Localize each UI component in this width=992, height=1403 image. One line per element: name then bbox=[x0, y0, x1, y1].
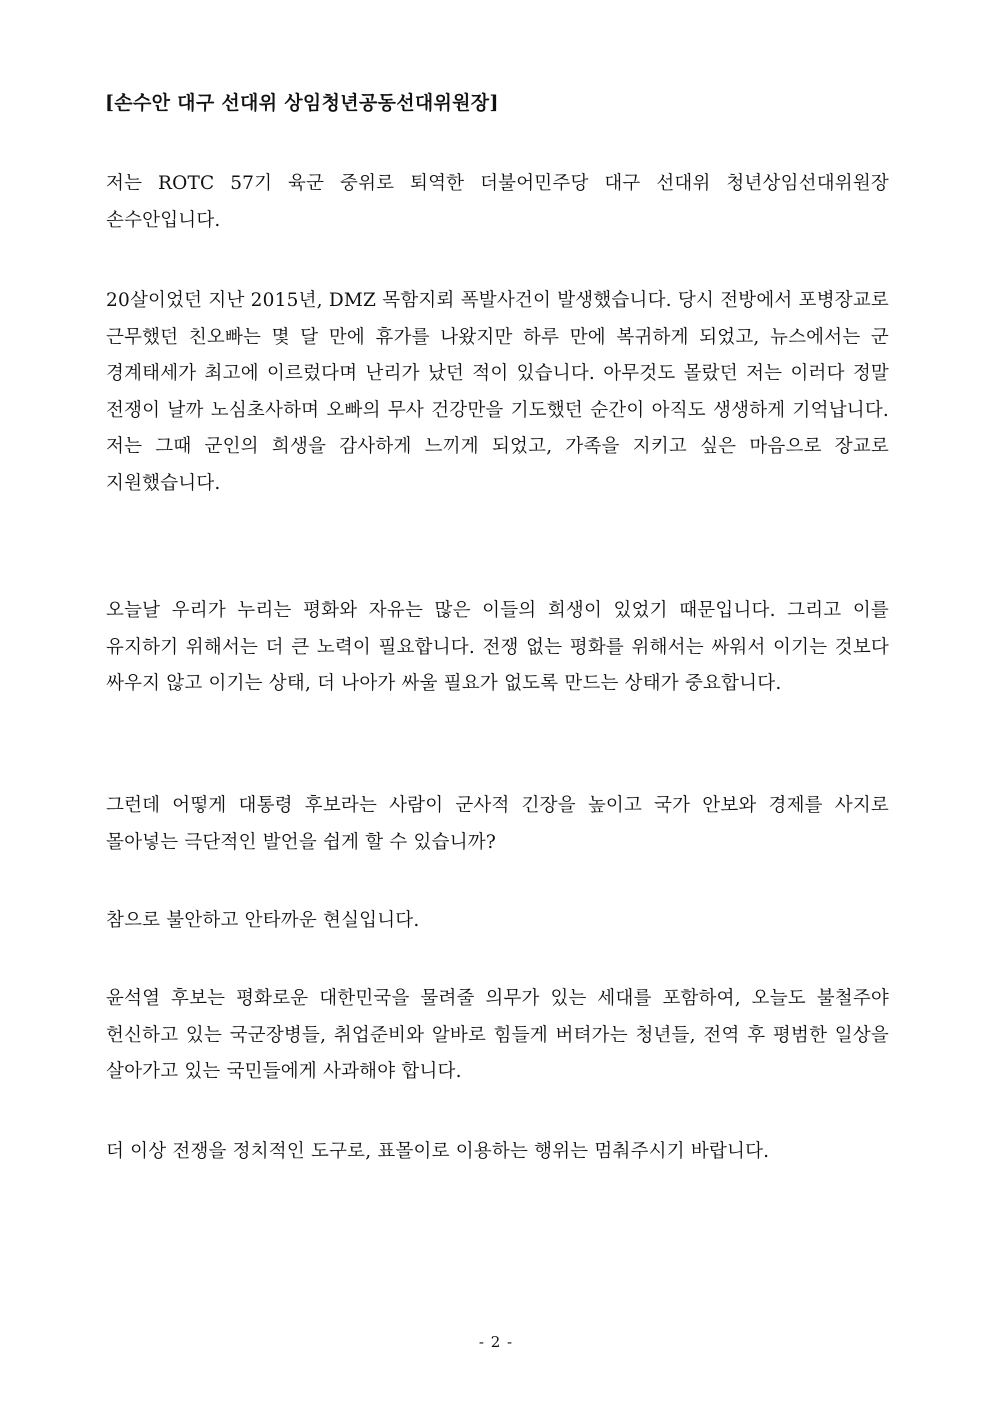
paragraph-dmz-incident: 20살이었던 지난 2015년, DMZ 목함지뢰 폭발사건이 발생했습니다. 당시 전방에서 포병장교로 근무했던 친오빠는 몇 달 만에 휴가를 나왔지만 하루 만에 복귀하게 되었고, 뉴스에서는 군 경계태세가 최고에 이르렀다며 난리가 났던 적이 있습니다. 아무것도 몰랐던 저는 이러다 정말 전쟁이 날까 노심초사하며 오빠의 무사 건강만을 기도했던 순간이 아직도 생생하게 기억납니다. 저는 그때 군인의 희생을 감사하게 느끼게 되었고, 가족을 지키고 싶은 마음으로 장교로 지원했습니다. bbox=[106, 290, 889, 494]
paragraph-reality: 참으로 불안하고 안타까운 현실입니다. bbox=[106, 910, 420, 931]
paragraph-closing: 더 이상 전쟁을 정치적인 도구로, 표몰이로 이용하는 행위는 멈춰주시기 바랍니다. bbox=[106, 1141, 770, 1162]
page-number: - 2 - bbox=[478, 1333, 514, 1351]
document-heading: [손수안 대구 선대위 상임청년공동선대위원장] bbox=[105, 92, 499, 114]
paragraph-peace-and-freedom: 오늘날 우리가 누리는 평화와 자유는 많은 이들의 희생이 있었기 때문입니다. 그리고 이를 유지하기 위해서는 더 큰 노력이 필요합니다. 전쟁 없는 평화를 위해서는 싸워서 이기는 것보다 싸우지 않고 이기는 상태, 더 나아가 싸울 필요가 없도록 만드는 상태가 중요합니다. bbox=[106, 600, 889, 695]
paragraph-introduction: 저는 ROTC 57기 육군 중위로 퇴역한 더불어민주당 대구 선대위 청년상임선대위원장 손수안입니다. bbox=[106, 173, 889, 231]
paragraph-apology-demand: 윤석열 후보는 평화로운 대한민국을 물려줄 의무가 있는 세대를 포함하여, 오늘도 불철주야 헌신하고 있는 국군장병들, 취업준비와 알바로 힘들게 버텨가는 청년들, 전역 후 평범한 일상을 살아가고 있는 국민들에게 사과해야 합니다. bbox=[106, 988, 889, 1083]
paragraph-question: 그런데 어떻게 대통령 후보라는 사람이 군사적 긴장을 높이고 국가 안보와 경제를 사지로 몰아넣는 극단적인 발언을 쉽게 할 수 있습니까? bbox=[106, 795, 889, 853]
